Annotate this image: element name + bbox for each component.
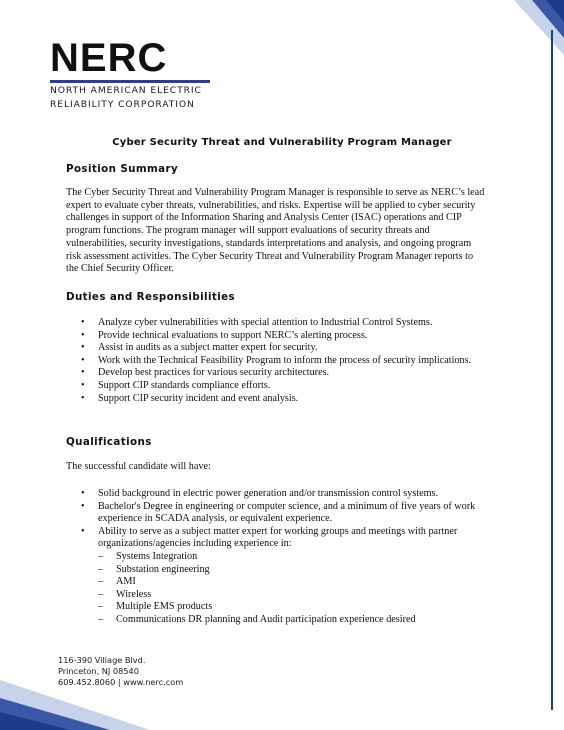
sub-list-item: – Multiple EMS products bbox=[98, 601, 496, 614]
footer-street: 116-390 Village Blvd. bbox=[58, 655, 146, 665]
sub-list-item: – AMI bbox=[98, 576, 496, 589]
sub-list-item: – Wireless bbox=[98, 589, 496, 602]
list-item: • Support CIP security incident and event analysis. bbox=[66, 393, 496, 406]
list-item: • Work with the Technical Feasibility Program to inform the process of security implications. bbox=[66, 355, 496, 368]
logo-line-1: NORTH AMERICAN ELECTRIC bbox=[50, 85, 202, 96]
duties-list bbox=[66, 317, 496, 405]
footer-city: Princeton, NJ 08540 bbox=[58, 666, 139, 676]
logo-mark: NERC bbox=[50, 36, 168, 80]
position-summary-text: The Cyber Security Threat and Vulnerability Program Manager is responsible to serve as NERC’s lead expert to evaluate cyber threats, vulnerabilities, and risks. Expertise will be applied to cyber security challenges in support of the Information Sharing and Analysis Center (ISAC) operations and CIP program functions. The program manager will support evaluations of security threats and vulnerabilities, security investigations, standards interpretations and analysis, and ongoing program risk assessment activities. The Cyber Security Threat and Vulnerability Program Manager reports to the Chief Security Officer. bbox=[66, 187, 485, 275]
qualifications-list bbox=[66, 488, 496, 627]
footer-address bbox=[58, 655, 183, 688]
experience-sublist bbox=[98, 551, 496, 627]
nerc-logo bbox=[50, 38, 260, 110]
list-item: • Support CIP standards compliance efforts. bbox=[66, 380, 496, 393]
list-item: • Provide technical evaluations to support NERC’s alerting process. bbox=[66, 330, 496, 343]
list-item bbox=[66, 526, 496, 627]
qualifications-heading: Qualifications bbox=[66, 436, 152, 448]
right-margin-rule bbox=[551, 30, 553, 710]
duties-heading: Duties and Responsibilities bbox=[66, 291, 236, 303]
qualifications-intro: The successful candidate will have: bbox=[66, 461, 211, 472]
sub-list-item: – Systems Integration bbox=[98, 551, 496, 564]
logo-line-2: RELIABILITY CORPORATION bbox=[50, 98, 195, 110]
sub-list-item: – Substation engineering bbox=[98, 564, 496, 577]
list-item: • Solid background in electric power generation and/or transmission control systems. bbox=[66, 488, 496, 501]
list-item: • Develop best practices for various security architectures. bbox=[66, 367, 496, 380]
list-item: • Analyze cyber vulnerabilities with special attention to Industrial Control Systems. bbox=[66, 317, 496, 330]
logo-rule bbox=[50, 80, 210, 83]
sub-list-item: – Communications DR planning and Audit participation experience desired bbox=[98, 614, 496, 627]
position-summary-heading: Position Summary bbox=[66, 163, 179, 175]
document-title: Cyber Security Threat and Vulnerability Program Manager bbox=[112, 137, 452, 148]
footer-contact: 609.452.8060 | www.nerc.com bbox=[58, 677, 184, 687]
list-item: • Assist in audits as a subject matter expert for security. bbox=[66, 342, 496, 355]
list-item: • Bachelor's Degree in engineering or computer science, and a minimum of five years of work experience in SCADA analysis, or equivalent experience. bbox=[66, 501, 496, 526]
list-item-text: Ability to serve as a subject matter expert for working groups and meetings with partner organizations/agencies including experience in: bbox=[98, 525, 458, 550]
